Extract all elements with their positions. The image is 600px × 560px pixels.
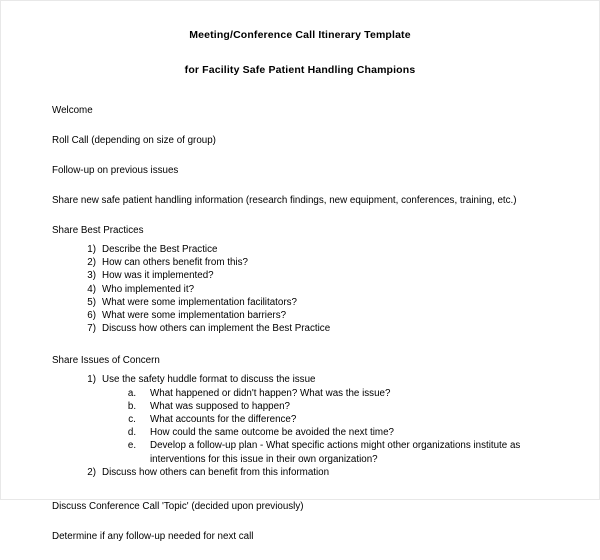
list-marker: 2): [87, 466, 96, 478]
list-marker: 1): [87, 374, 96, 386]
section-heading-issues-of-concern: Share Issues of Concern: [52, 355, 160, 367]
agenda-item-roll-call: Roll Call (depending on size of group): [52, 135, 216, 146]
list-item: [52, 256, 586, 269]
list-item: [52, 269, 586, 282]
list-item-text-line-1: Develop a follow-up plan - What specific actions might other organizations institute as: [150, 440, 521, 452]
list-marker: 7): [87, 323, 96, 335]
best-practices-list: [52, 243, 586, 335]
spacer: [52, 479, 586, 500]
list-item: [52, 322, 586, 335]
list-item: [52, 400, 586, 413]
list-item: [52, 439, 586, 465]
list-marker: 3): [87, 270, 96, 282]
list-item: [52, 373, 586, 386]
list-marker: 6): [87, 310, 96, 322]
list-item: [52, 309, 586, 322]
agenda-item-welcome: Welcome: [52, 105, 93, 116]
list-item: [52, 283, 586, 296]
list-item: [52, 466, 586, 479]
list-item-text: What was supposed to happen?: [150, 400, 290, 412]
agenda-item-followup-previous: Follow-up on previous issues: [52, 165, 179, 176]
list-item-text: How can others benefit from this?: [102, 257, 248, 269]
agenda-item-determine-followup: Determine if any follow-up needed for next call: [52, 531, 254, 543]
list-item-text: How was it implemented?: [102, 270, 214, 282]
document-content: [52, 104, 586, 543]
list-marker: a.: [127, 387, 137, 399]
list-item-text: What happened or didn't happen? What was the issue?: [150, 387, 391, 399]
list-item: [52, 426, 586, 439]
issues-of-concern-list-continued: [52, 466, 586, 479]
list-item-text: Discuss how others can benefit from this information: [102, 466, 330, 478]
agenda-item-share-new-info: Share new safe patient handling information (research findings, new equipment, conferences, training, etc.): [52, 195, 517, 206]
list-item-text: Use the safety huddle format to discuss the issue: [102, 374, 316, 386]
page-title-line-1: Meeting/Conference Call Itinerary Template: [189, 29, 411, 41]
safety-huddle-sublist: [52, 387, 586, 466]
list-item-text: Discuss how others can implement the Best Practice: [102, 323, 331, 335]
list-marker: 5): [87, 296, 96, 308]
list-item: [52, 413, 586, 426]
list-marker: 1): [87, 244, 96, 255]
list-item: [52, 296, 586, 309]
list-item-text: What accounts for the difference?: [150, 414, 297, 426]
list-item-text: How could the same outcome be avoided the next time?: [150, 427, 394, 439]
issues-of-concern-list: [52, 373, 586, 386]
page-title-line-2: for Facility Safe Patient Handling Champions: [184, 64, 416, 76]
list-item-text: Describe the Best Practice: [102, 244, 218, 255]
list-marker: c.: [128, 414, 136, 426]
list-marker: b.: [127, 400, 137, 412]
agenda-item-discuss-topic: Discuss Conference Call 'Topic' (decided upon previously): [52, 501, 304, 513]
list-marker: e.: [127, 440, 137, 452]
section-heading-best-practices: Share Best Practices: [52, 225, 144, 236]
list-marker: 4): [87, 283, 96, 295]
list-item-text: What were some implementation facilitators?: [102, 296, 297, 308]
list-marker: 2): [87, 257, 96, 269]
document-title-block: [0, 0, 600, 77]
list-item-text: What were some implementation barriers?: [102, 310, 287, 322]
list-marker: d.: [127, 427, 137, 439]
list-item-text-line-2: interventions for this issue in their own organization?: [150, 453, 378, 465]
list-item: [52, 387, 586, 400]
list-item-text: Who implemented it?: [102, 283, 195, 295]
spacer: [52, 335, 586, 354]
list-item: [52, 243, 586, 256]
